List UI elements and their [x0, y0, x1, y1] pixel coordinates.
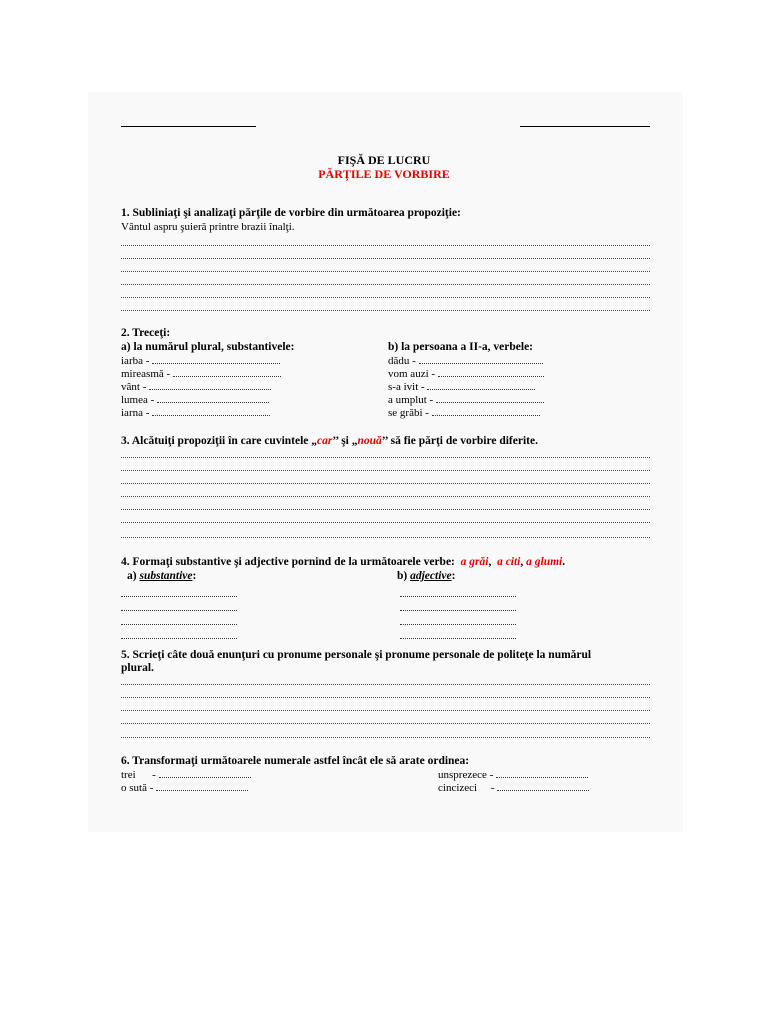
ex2-prompt: 2. Treceţi: [121, 327, 171, 339]
worksheet-subtitle: PĂRŢILE DE VORBIRE [318, 167, 450, 181]
ex3-word-car: car [317, 435, 333, 447]
answer-line [121, 684, 650, 685]
ex3-word-noua: nouă [357, 435, 382, 447]
answer-line [121, 245, 650, 246]
ex4-b-label: b) adjective: [397, 570, 456, 582]
verb-item: se grăbi - [388, 407, 540, 419]
verb-item: a umplut - [388, 394, 544, 406]
ex6-prompt: 6. Transformaţi următoarele numerale astfel încât ele să arate ordinea: [121, 755, 470, 767]
answer-line [121, 522, 650, 523]
answer-line [121, 284, 650, 285]
worksheet-page [88, 92, 683, 832]
noun-item: iarna - [121, 407, 270, 419]
ex5-prompt-line1: 5. Scrieţi câte două enunţuri cu pronume personale şi pronume personale de politeţe la numărul [121, 649, 592, 661]
answer-line [121, 496, 650, 497]
name-line-right [520, 126, 650, 127]
noun-item: mireasmă - [121, 368, 281, 380]
answer-line [121, 697, 650, 698]
verb-item: vom auzi - [388, 368, 544, 380]
answer-line [121, 509, 650, 510]
ex4-a-label: a) substantive: [127, 570, 197, 582]
verb-item: s-a ivit - [388, 381, 535, 393]
answer-line [121, 723, 650, 724]
answer-line [121, 710, 650, 711]
ex5-prompt-line2: plural. [121, 662, 154, 674]
noun-item: iarba - [121, 355, 280, 367]
answer-line [121, 626, 237, 644]
noun-item: lumea - [121, 394, 269, 406]
ex1-prompt: 1. Subliniaţi şi analizaţi părţile de vorbire din următoarea propoziţie: [121, 207, 461, 219]
ex4-prompt: 4. Formaţi substantive şi adjective pornind de la următoarele verbe: a grăi, a citi, a glumi. [121, 556, 566, 568]
numeral-item: cincizeci - [438, 782, 589, 794]
ex1-sentence: Vântul aspru şuieră printre brazii înalţi. [121, 221, 295, 233]
answer-line [121, 537, 650, 538]
numeral-item: o sută - [121, 782, 248, 794]
answer-line [121, 457, 650, 458]
ex3-prompt: 3. Alcătuiţi propoziţii în care cuvintele „car’’ şi „nouă’’ să fie părţi de vorbire diferite. [121, 435, 538, 447]
answer-line [121, 310, 650, 311]
ex2-a-label: a) la numărul plural, substantivele: [121, 341, 295, 353]
answer-line [121, 737, 650, 738]
ex2-b-label: b) la persoana a II-a, verbele: [388, 341, 534, 353]
answer-line [121, 271, 650, 272]
answer-line [121, 258, 650, 259]
answer-line [400, 626, 516, 644]
worksheet-title: FIŞĂ DE LUCRU [337, 153, 431, 167]
numeral-item: trei - [121, 769, 251, 781]
numeral-item: unsprezece - [438, 769, 588, 781]
name-line-left [121, 126, 256, 127]
answer-line [121, 483, 650, 484]
answer-line [121, 297, 650, 298]
noun-item: vânt - [121, 381, 271, 393]
answer-line [121, 470, 650, 471]
verb-item: dădu - [388, 355, 543, 367]
